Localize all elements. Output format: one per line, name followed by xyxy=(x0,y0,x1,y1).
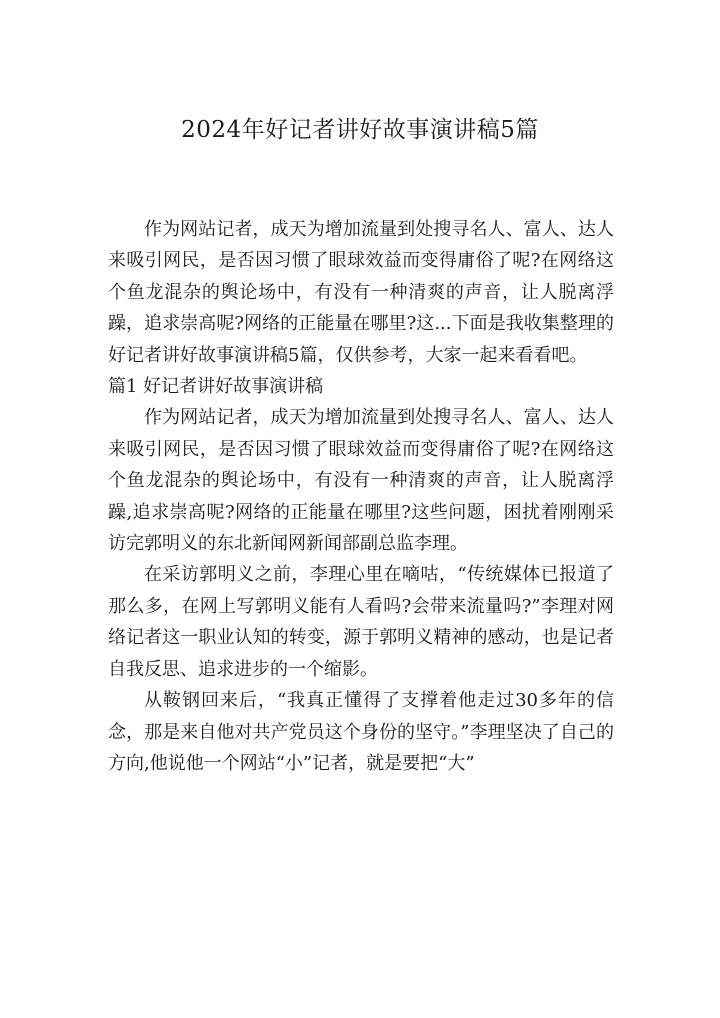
section-heading: 篇1 好记者讲好故事演讲稿 xyxy=(108,376,324,398)
body-paragraph: 作为网站记者，成天为增加流量到处搜寻名人、富人、达人来吸引网民，是否因习惯了眼球效益而变得庸俗了呢?在网络这个鱼龙混杂的舆论场中，有没有一种清爽的声音，让人脱离浮躁,追求崇高呢?网络的正能量在哪里?这些问题，困扰着刚刚采访完郭明义的东北新闻网新闻部副总监李理。 xyxy=(108,407,614,555)
body-paragraph: 在采访郭明义之前，李理心里在嘀咕，“传统媒体已报道了那么多，在网上写郭明义能有人看吗?会带来流量吗?”李理对网络记者这一职业认知的转变，源于郭明义精神的感动，也是记者自我反思、追求进步的一个缩影。 xyxy=(108,564,614,680)
document-title: 2024年好记者讲好故事演讲稿5篇 xyxy=(181,117,539,143)
body-paragraph: 从鞍钢回来后，“我真正懂得了支撑着他走过30多年的信念，那是来自他对共产党员这个身份的坚守。”李理坚决了自己的方向,他说他一个网站“小”记者，就是要把“大” xyxy=(108,690,614,774)
document-body xyxy=(108,214,614,779)
intro-paragraph: 作为网站记者，成天为增加流量到处搜寻名人、富人、达人来吸引网民，是否因习惯了眼球效益而变得庸俗了呢?在网络这个鱼龙混杂的舆论场中，有没有一种清爽的声音，让人脱离浮躁，追求崇高呢?网络的正能量在哪里?这...下面是我收集整理的好记者讲好故事演讲稿5篇，仅供参考，大家一起来看看吧。 xyxy=(108,219,614,366)
